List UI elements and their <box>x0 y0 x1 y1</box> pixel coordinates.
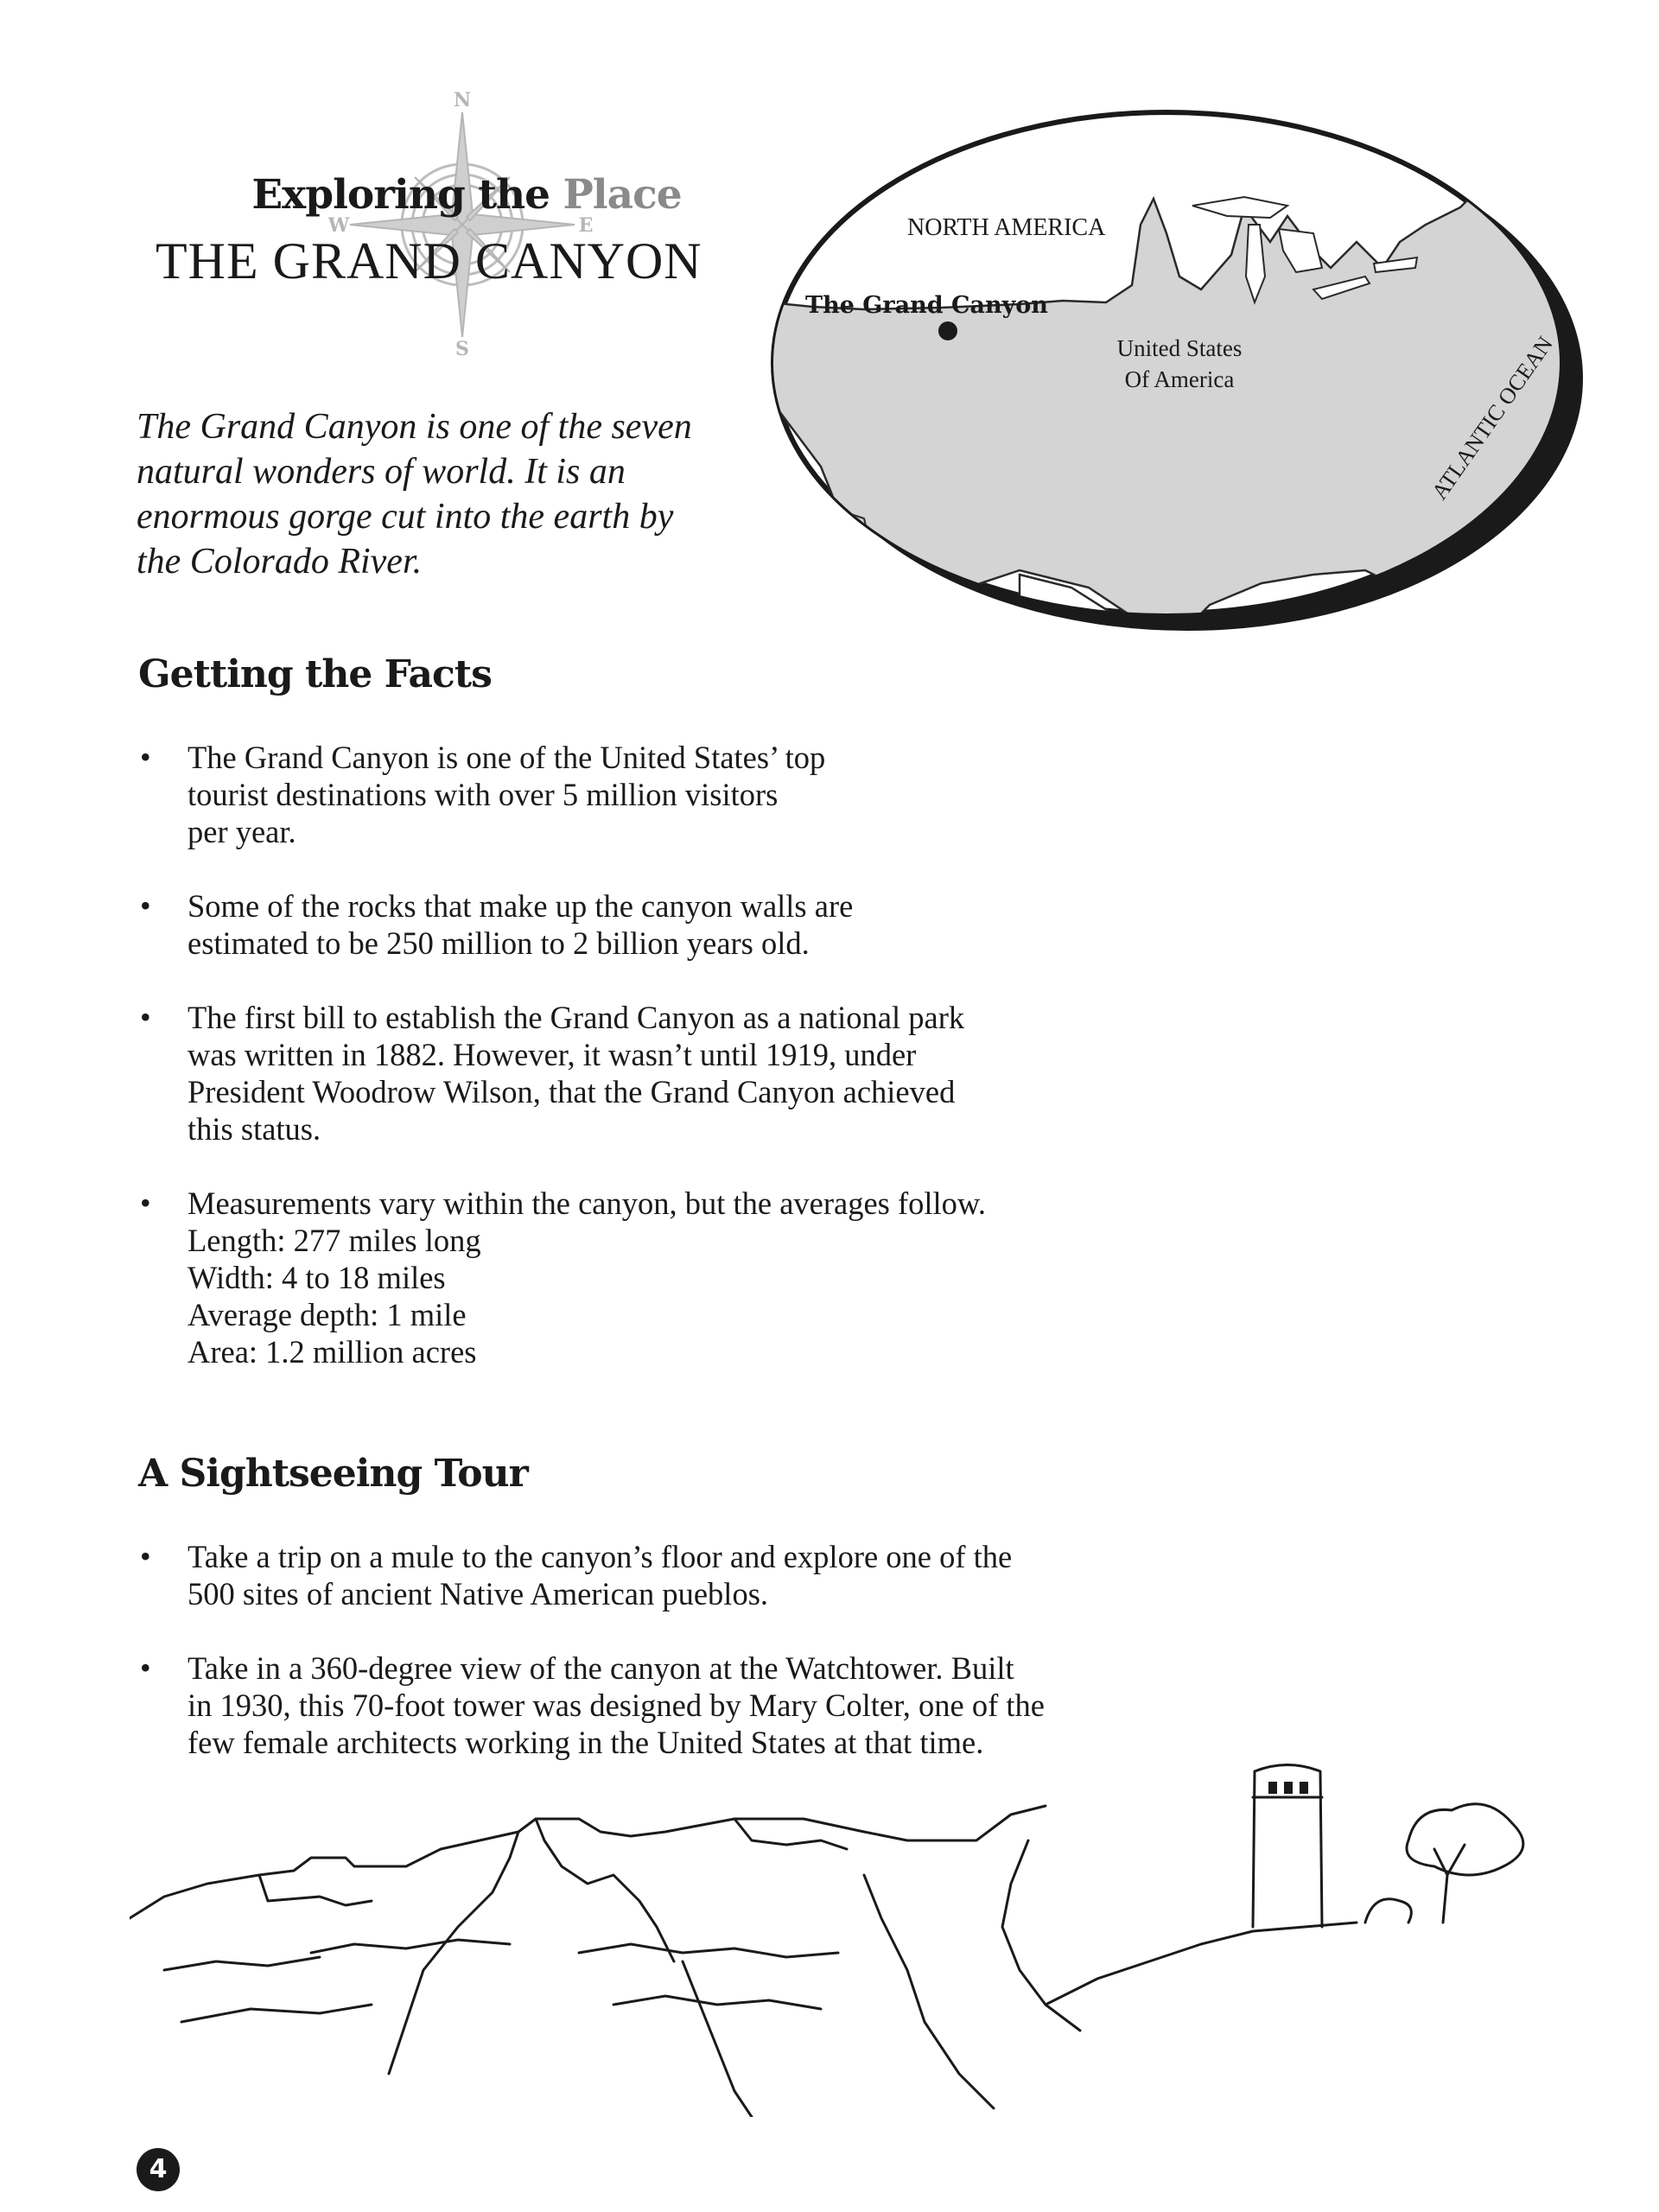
fact-item <box>138 739 1262 850</box>
page-number: 4 <box>137 2148 180 2191</box>
fact-line: estimated to be 250 million to 2 billion years old. <box>188 925 810 961</box>
tour-line: 500 sites of ancient Native American pueblos. <box>188 1576 769 1611</box>
compass-s: S <box>455 338 469 359</box>
fact-item <box>138 1185 1262 1370</box>
page-title: THE GRAND CANYON <box>156 232 702 289</box>
fact-line: was written in 1882. However, it wasn’t until 1919, under <box>188 1037 917 1072</box>
fact-line: Area: 1.2 million acres <box>188 1334 477 1370</box>
intro-paragraph <box>137 404 793 584</box>
watchtower-window <box>1268 1782 1277 1794</box>
tour-item <box>138 1649 1262 1761</box>
mesa-left <box>259 1875 372 1905</box>
tour-line: • Take in a 360-degree view of the canyon at the Watchtower. Built <box>188 1650 1014 1686</box>
fact-item <box>138 999 1262 1147</box>
mesa-center <box>389 1832 518 2074</box>
fact-line: Average depth: 1 mile <box>188 1297 467 1332</box>
canyon-wall-2 <box>864 1875 994 2108</box>
grand-canyon-marker <box>938 321 957 340</box>
intro-line: The Grand Canyon is one of the seven <box>137 407 692 447</box>
canyon-wall-3 <box>1002 1840 1080 2031</box>
fact-line: this status. <box>188 1111 321 1147</box>
tour-line: in 1930, this 70-foot tower was designed by Mary Colter, one of the <box>188 1688 1045 1723</box>
facts-list <box>138 739 1262 1370</box>
compass-e: E <box>578 214 594 237</box>
fact-line: • Some of the rocks that make up the canyon walls are <box>188 888 854 924</box>
canyon-ledge-3 <box>613 1996 821 2009</box>
ocean-label: ATLANTIC OCEAN <box>1427 332 1558 505</box>
tour-line: • Take a trip on a mule to the canyon’s floor and explore one of the <box>188 1539 1013 1574</box>
intro-line: enormous gorge cut into the earth by <box>137 497 674 537</box>
north-america-map <box>760 104 1633 657</box>
fact-item <box>138 887 1262 962</box>
tree-trunk <box>1434 1845 1465 1923</box>
canyon-ledge-5 <box>181 2005 372 2022</box>
fact-line: Length: 277 miles long <box>188 1223 481 1258</box>
continent-label: NORTH AMERICA <box>907 214 1106 241</box>
tour-heading: A Sightseeing Tour <box>138 1452 528 1496</box>
butte-center <box>536 1819 674 1961</box>
fact-line: President Woodrow Wilson, that the Grand Canyon achieved <box>188 1074 956 1109</box>
tour-line: few female architects working in the United States at that time. <box>188 1725 984 1760</box>
tour-item <box>138 1538 1262 1612</box>
canyon-wall-1 <box>683 1961 752 2117</box>
watchtower-window <box>1300 1782 1308 1794</box>
country-label-line1: United States <box>1116 335 1243 361</box>
intro-line: the Colorado River. <box>137 542 423 582</box>
kicker-text: Exploring the <box>251 171 550 219</box>
foreground-rocks <box>1046 1923 1357 2005</box>
section-kicker <box>207 171 726 219</box>
bush <box>1365 1899 1411 1923</box>
tour-list <box>138 1538 1262 1761</box>
site-label: The Grand Canyon <box>805 292 1048 319</box>
country-label-line2: Of America <box>1124 366 1235 392</box>
intro-line: natural wonders of world. It is an <box>137 452 626 492</box>
canyon-ledge-4 <box>164 1957 320 1970</box>
canyon-ledge-2 <box>579 1944 838 1957</box>
canyon-ledge-1 <box>311 1940 510 1953</box>
fact-line: • The Grand Canyon is one of the United States’ top <box>188 740 826 775</box>
fact-line: tourist destinations with over 5 million visitors <box>188 777 779 812</box>
fact-line: • Measurements vary within the canyon, but the averages follow. <box>188 1185 987 1221</box>
fact-line: per year. <box>188 814 296 849</box>
canyon-landscape-illustration <box>130 1745 1581 2117</box>
watchtower-window <box>1284 1782 1293 1794</box>
fact-line: • The first bill to establish the Grand Canyon as a national park <box>188 1000 965 1035</box>
kicker-highlight: Place <box>563 171 682 219</box>
fact-line: Width: 4 to 18 miles <box>188 1260 446 1295</box>
compass-rose-icon <box>328 91 596 359</box>
compass-n: N <box>453 91 472 111</box>
tree-canopy <box>1407 1804 1523 1875</box>
compass-w: W <box>328 214 350 237</box>
facts-heading: Getting the Facts <box>138 652 492 696</box>
